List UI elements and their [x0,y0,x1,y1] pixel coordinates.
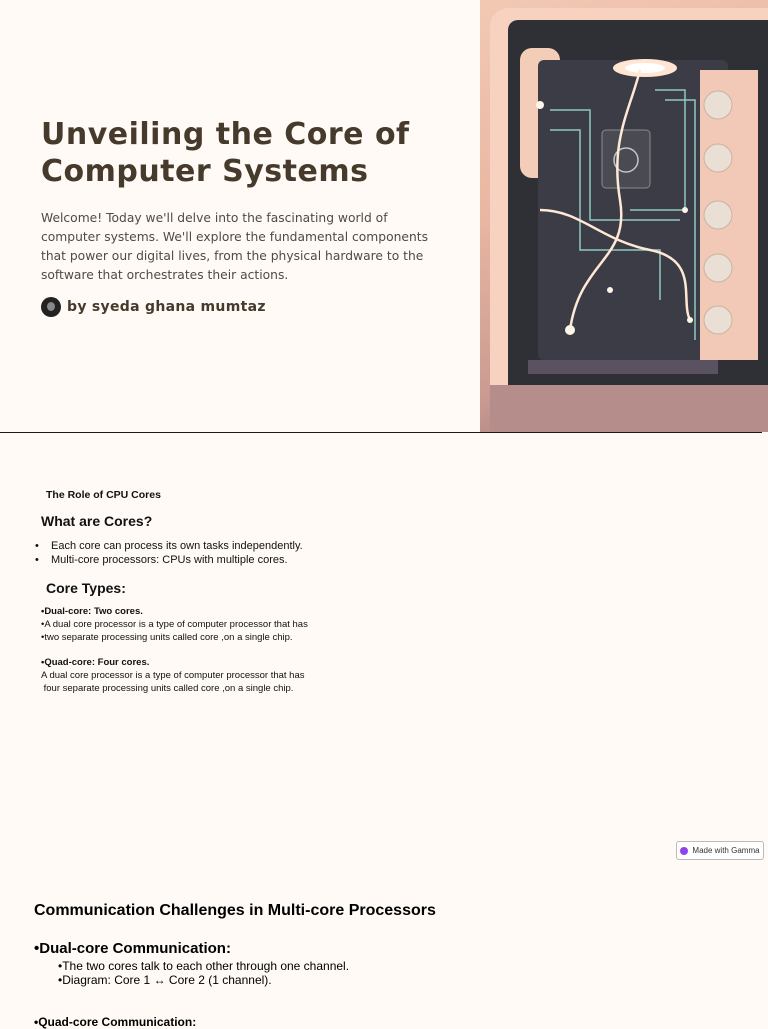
computer-case-illustration [480,0,768,432]
heading-what-are-cores: What are Cores? [41,513,153,529]
communication-slide [0,863,768,1029]
author-avatar [41,297,61,317]
slide3-title: Communication Challenges in Multi-core Processors [34,902,436,919]
dual-core-title: •Dual-core: Two cores. [41,606,143,617]
title-slide [0,0,768,432]
cpu-cores-slide [0,433,768,863]
dual-communication-point-1: •The two cores talk to each other through one channel. [58,959,350,973]
slide-eyebrow: The Role of CPU Cores [46,489,161,501]
quad-communication-heading: •Quad-core Communication: [34,1015,197,1029]
dual-core-desc-2: •two separate processing units called core ,on a single chip. [41,632,293,643]
quad-core-desc-1: A dual core processor is a type of computer processor that has [41,670,305,681]
author-name: by syeda ghana mumtaz [67,299,266,315]
list-item: • Each core can process its own tasks independently. [35,540,303,552]
quad-core-title: •Quad-core: Four cores. [41,657,150,668]
gamma-logo-icon [680,847,688,855]
list-item: • Multi-core processors: CPUs with multiple cores. [35,554,288,566]
quad-core-desc-2: four separate processing units called core ,on a single chip. [41,683,294,694]
made-with-gamma-badge[interactable]: Made with Gamma [676,841,764,860]
core-bullet-list [35,539,303,567]
dual-communication-point-2: •Diagram: Core 1 ↔ Core 2 (1 channel). [58,973,272,987]
intro-paragraph: Welcome! Today we'll delve into the fascinating world of computer systems. We'll explore the fundamental components that power our digital lives, from the physical hardware to the software that orchestrates their actions. [41,211,428,282]
author-line [41,297,266,317]
dual-communication-heading: •Dual-core Communication: [34,940,231,957]
heading-core-types: Core Types: [46,580,126,596]
dual-core-desc-1: •A dual core processor is a type of computer processor that has [41,619,308,630]
slide-title: Unveiling the Core of Computer Systems [41,117,410,189]
